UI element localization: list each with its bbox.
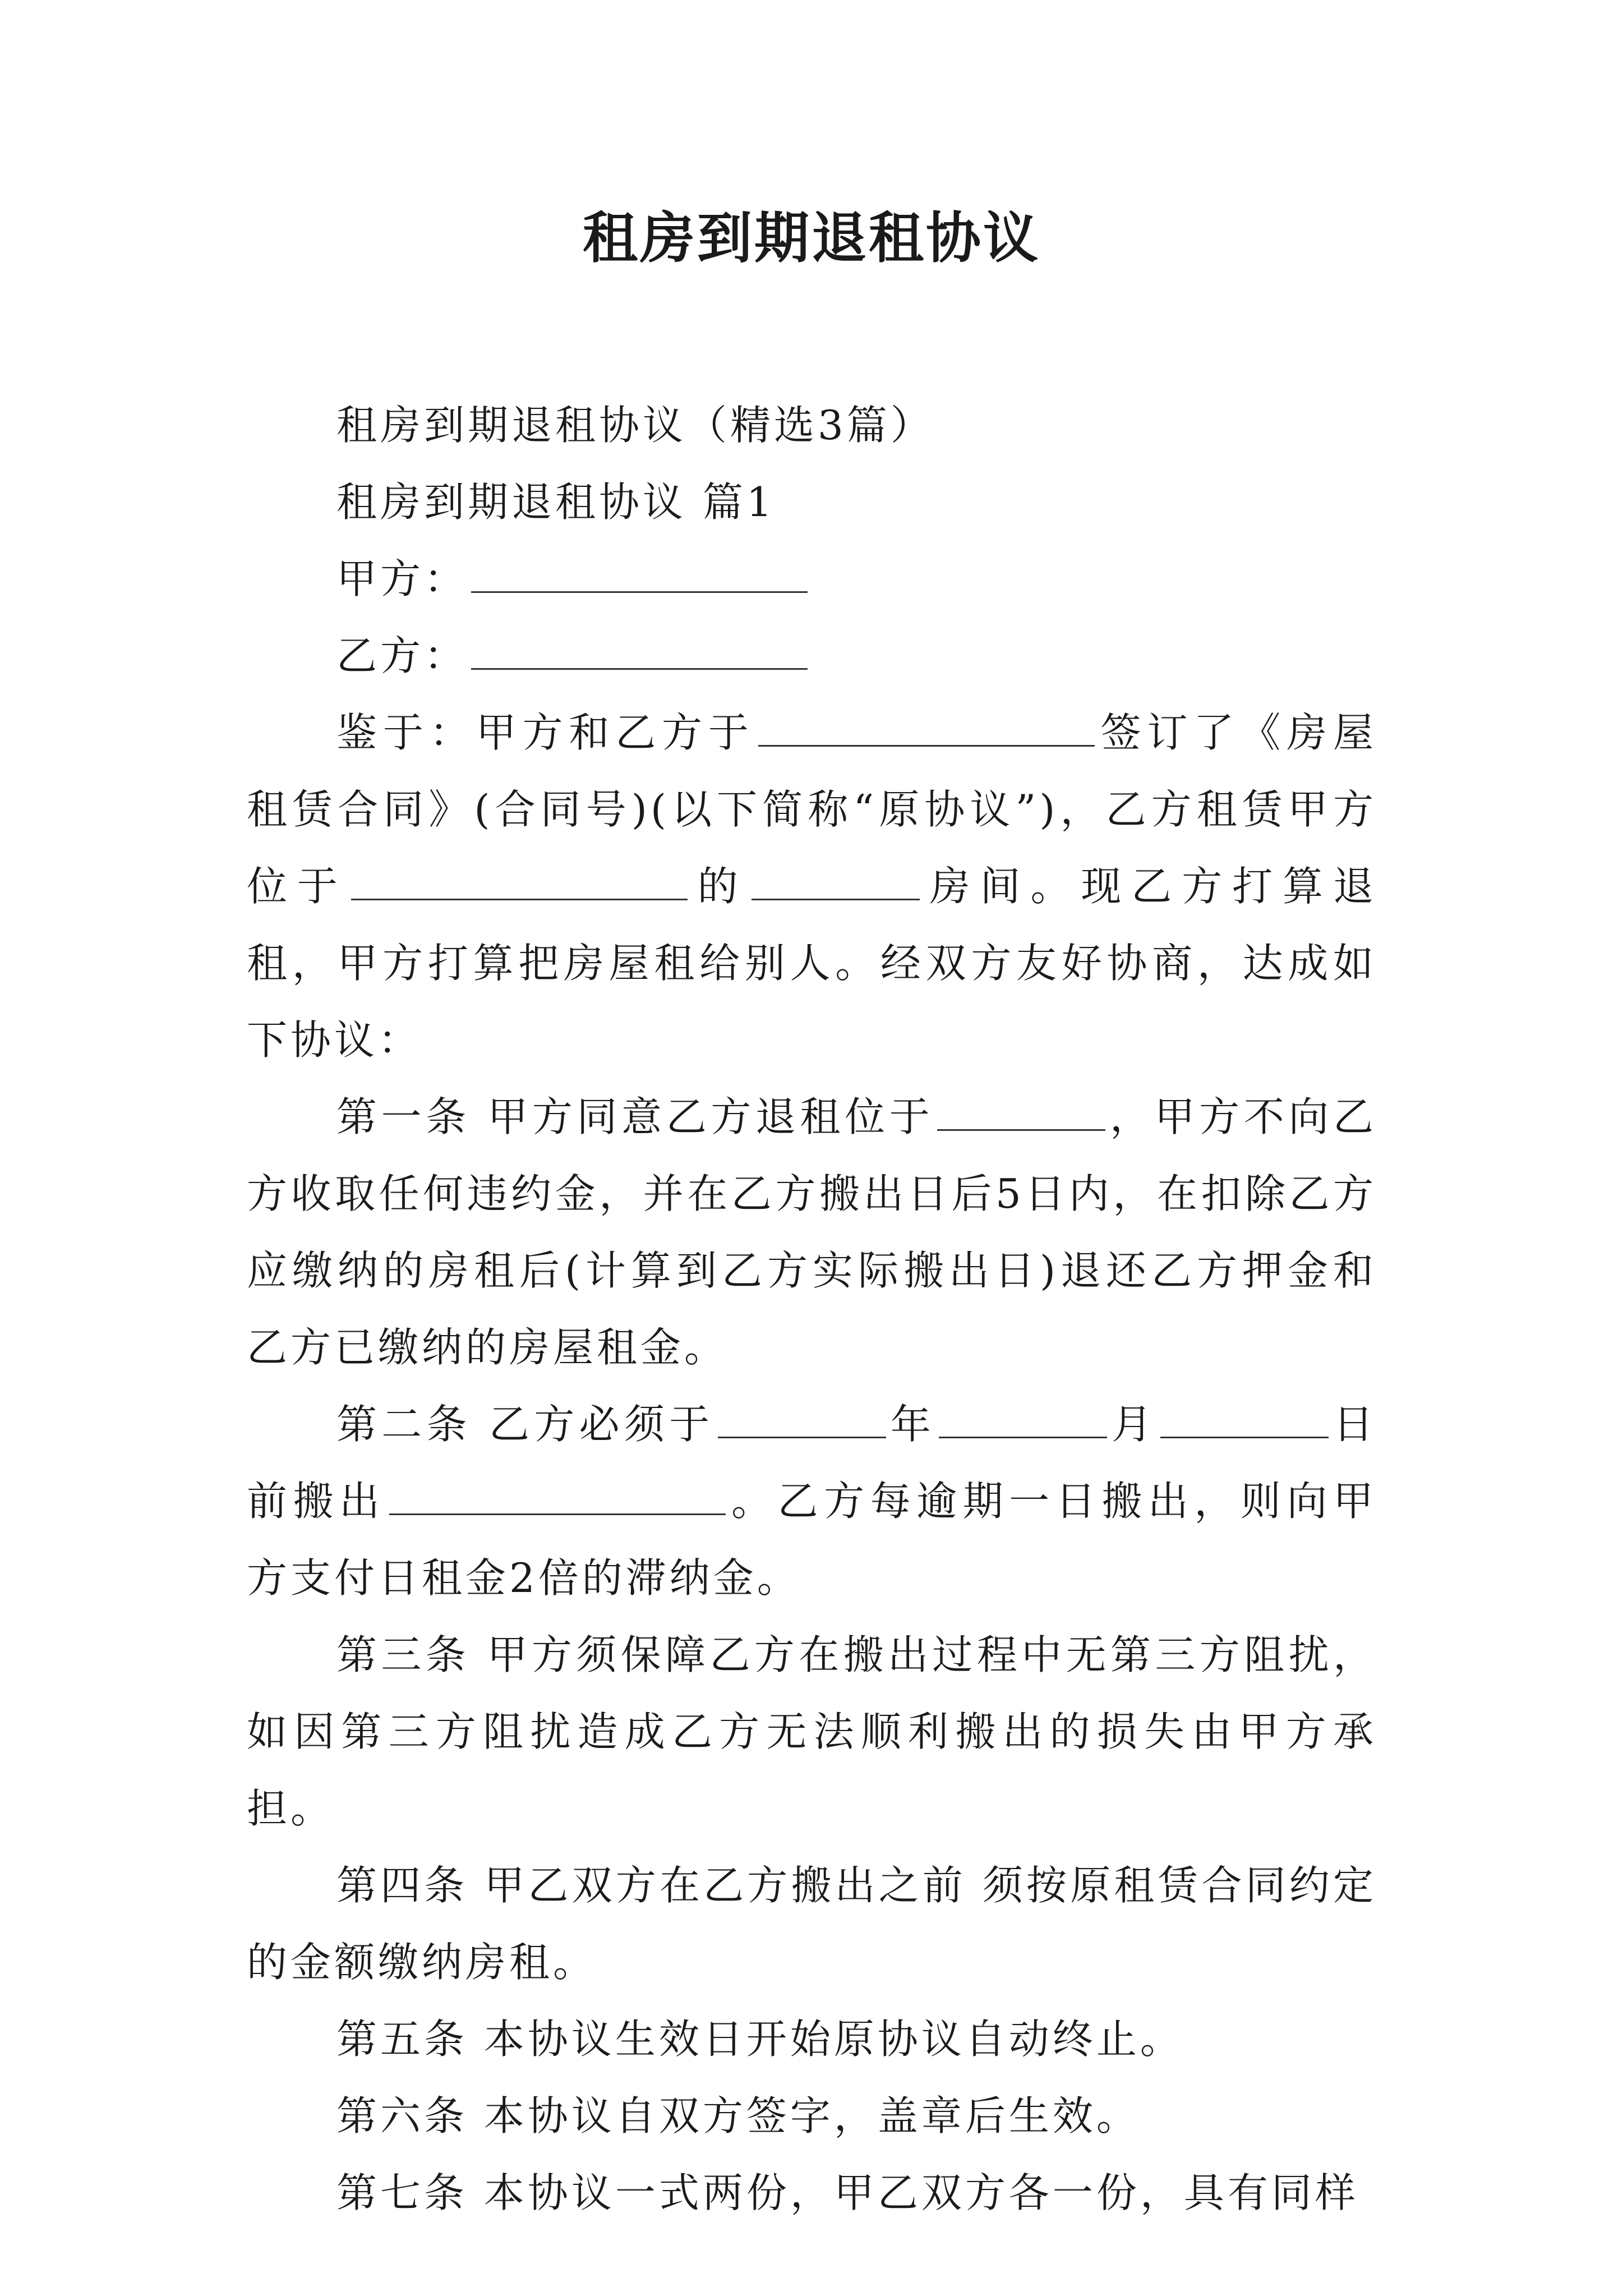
- location-blank: [351, 865, 688, 900]
- move-out-blank: [389, 1480, 726, 1515]
- section-heading: 租房到期退租协议 篇1: [336, 478, 776, 526]
- document-body: [247, 387, 1377, 2231]
- day-blank: [1160, 1403, 1329, 1438]
- whereas-text-1: 鉴于：甲方和乙方于: [336, 709, 755, 756]
- month-blank: [939, 1403, 1107, 1438]
- article-1: [247, 1079, 1377, 1386]
- party-b-line: [247, 618, 1377, 694]
- whereas-text-2: 签订了《房屋租赁合同》(合同号)(以下简称“原协议”)，乙方租赁甲方位于: [247, 709, 1377, 910]
- whereas-text-3: 的: [690, 863, 748, 910]
- article-2-text-4: 日前搬出: [247, 1401, 1377, 1525]
- article-3: 第三条 甲方须保障乙方在搬出过程中无第三方阻扰，如因第三方阻扰造成乙方无法顺利搬出的损失由甲方承担。: [247, 1631, 1377, 1832]
- article-1-text-1: 第一条 甲方同意乙方退租位于: [336, 1093, 934, 1140]
- room-blank: [751, 865, 920, 900]
- article-2: [247, 1386, 1377, 1617]
- party-b-blank: [471, 634, 808, 670]
- party-a-label: 甲方：: [336, 555, 468, 602]
- article-4: 第四条 甲乙双方在乙方搬出之前 须按原租赁合同约定的金额缴纳房租。: [247, 1862, 1377, 1986]
- whereas-text-4: 房间。现乙方打算退租，甲方打算把房屋租给别人。经双方友好协商，达成如下协议：: [247, 863, 1377, 1064]
- party-b-label: 乙方：: [336, 632, 468, 679]
- article-7: 第七条 本协议一式两份，甲乙双方各一份，具有同样: [336, 2169, 1359, 2216]
- article-6: 第六条 本协议自双方签字，盖章后生效。: [336, 2092, 1140, 2139]
- year-blank: [718, 1403, 886, 1438]
- party-a-blank: [471, 558, 808, 593]
- article-1-text-2: ，甲方不向乙方收取任何违约金，并在乙方搬出日后5日内，在扣除乙方应缴纳的房租后(计算到乙方实际搬出日)退还乙方押金和乙方已缴纳的房屋租金。: [247, 1093, 1377, 1371]
- article-5: 第五条 本协议生效日开始原协议自动终止。: [336, 2016, 1184, 2063]
- article-2-text-3: 月: [1110, 1401, 1157, 1448]
- party-a-line: [247, 541, 1377, 618]
- article-1-location-blank: [937, 1096, 1105, 1131]
- date-blank: [758, 711, 1095, 747]
- article-2-text-2: 年: [889, 1401, 936, 1448]
- document-title: 租房到期退租协议: [582, 206, 1040, 270]
- article-2-text-1: 第二条 乙方必须于: [336, 1401, 714, 1448]
- subtitle: 租房到期退租协议（精选3篇）: [336, 402, 934, 449]
- article-2-text-5: 。乙方每逾期一日搬出，则向甲方支付日租金2倍的滞纳金。: [247, 1478, 1377, 1602]
- whereas-paragraph: [247, 694, 1377, 1079]
